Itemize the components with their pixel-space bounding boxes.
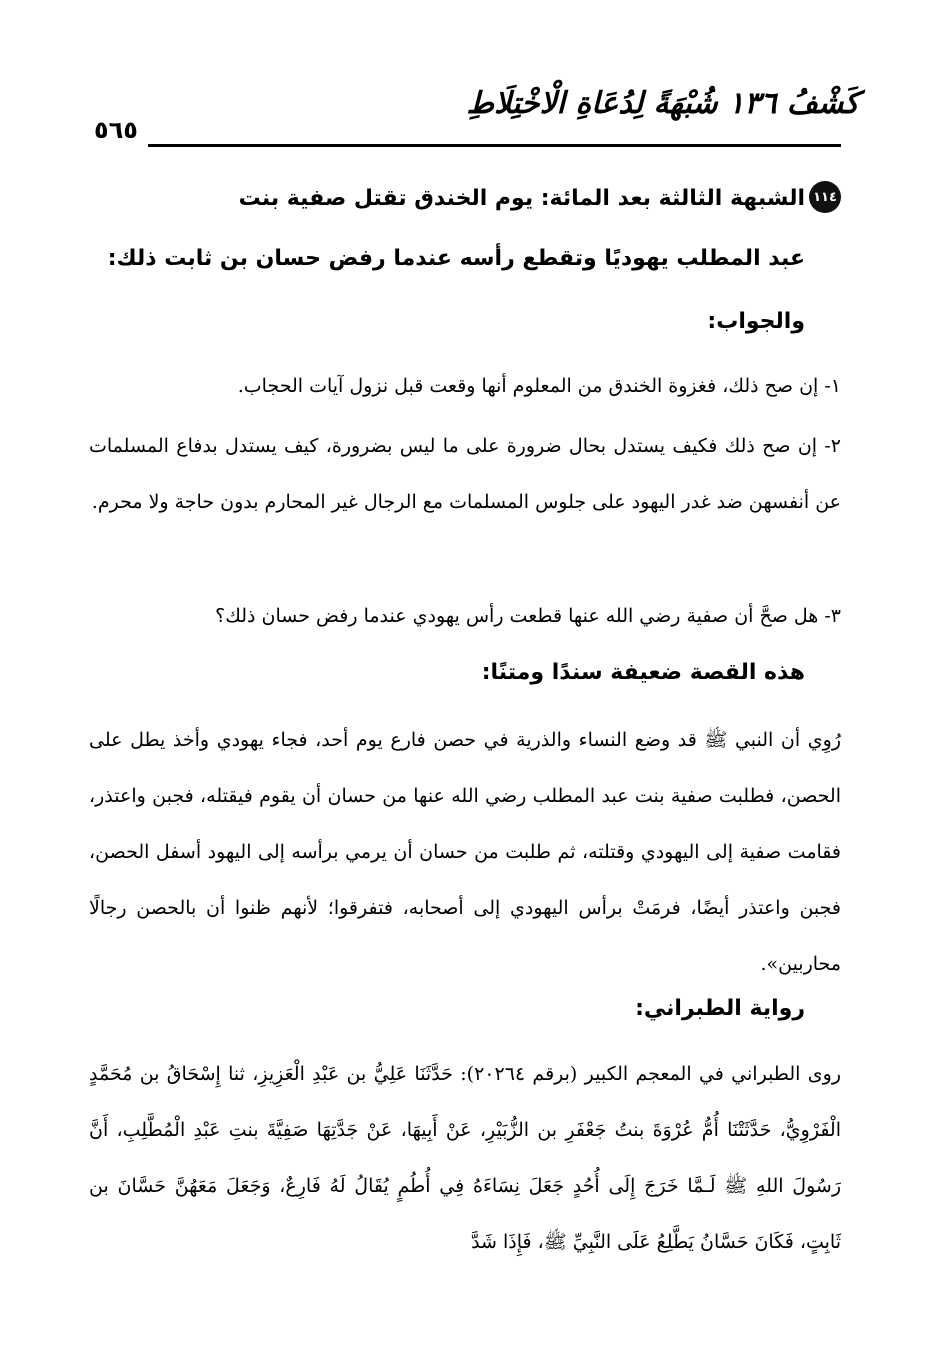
point-1: ١- إن صح ذلك، فغزوة الخندق من المعلوم أنها وقعت قبل نزول آيات الحجاب. — [237, 375, 841, 397]
point-2: ٢- إن صح ذلك فكيف يستدل بحال ضرورة على ما ليس بضرورة، كيف يستدل بدفاع المسلمات عن أنفسهن ضد غدر اليهود على جلوس المسلمات مع الرجال غير المحارم بدون حاجة ولا محرم. — [89, 435, 841, 513]
question-title-line-1: الشبهة الثالثة بعد المائة: يوم الخندق تقتل صفية بنت — [238, 186, 805, 211]
header-divider — [148, 144, 841, 147]
tabarani-narration: روى الطبراني في المعجم الكبير (برقم ٢٠٢٦٤): حَدَّثَنَا عَلِيُّ بن عَبْدِ الْعَزِيزِ، ثنا إِسْحَاقُ بن مُحَمَّدٍ الْفَرْوِيُّ، حَدَّثَتْنَا أُمُّ عُرْوَةَ بنتُ جَعْفَرِ بن الزُّبَيْرِ، عَنْ أَبِيهَا، عَنْ جَدَّتِهَا صَفِيَّةَ بنتِ عَبْدِ الْمُطَّلِبِ، أَنَّ رَسُولَ اللهِ ﷺ لَـمَّا خَرَجَ إِلَى أُحُدٍ جَعَلَ نِسَاءَهُ فِي أُطُمٍ يُقَالُ لَهُ فَارِعٌ، وَجَعَلَ مَعَهُنَّ حَسَّانَ بن ثَابِتٍ، فَكَانَ حَسَّانُ يَطَّلِعُ عَلَى النَّبِيِّ ﷺ، فَإِذَا شَدَّ — [89, 1063, 841, 1253]
question-number-badge: ١١٤ — [809, 181, 841, 213]
weak-story-heading: هذه القصة ضعيفة سندًا ومتنًا: — [481, 660, 805, 685]
book-title: كَشْفُ ١٣٦ شُبْهَةً لِدُعَاةِ الْاخْتِلَاطِ — [466, 86, 859, 121]
answer-heading: والجواب: — [707, 309, 805, 334]
page-number: ٥٦٥ — [94, 116, 138, 144]
story-paragraph: رُوِي أن النبي ﷺ قد وضع النساء والذرية في حصن فارع يوم أحد، فجاء يهودي وأخذ يطل على الحصن، فطلبت صفية بنت عبد المطلب رضي الله عنها من حسان أن يقوم فيقتله، فجبن واعتذر، فقامت صفية إلى اليهودي وقتلته، ثم طلبت من حسان أن يرمي برأسه إلى اليهود أسفل الحصن، فجبن واعتذر أيضًا، فرمَتْ برأس اليهودي إلى أصحابه، فتفرقوا؛ لأنهم ظنوا أن بالحصن رجالًا محاربين». — [89, 729, 841, 975]
tabarani-heading: رواية الطبراني: — [635, 996, 805, 1021]
point-3: ٣- هل صحَّ أن صفية رضي الله عنها قطعت رأس يهودي عندما رفض حسان ذلك؟ — [215, 605, 841, 627]
question-title-line-2: عبد المطلب يهوديًا وتقطع رأسه عندما رفض حسان بن ثابت ذلك: — [107, 246, 805, 271]
